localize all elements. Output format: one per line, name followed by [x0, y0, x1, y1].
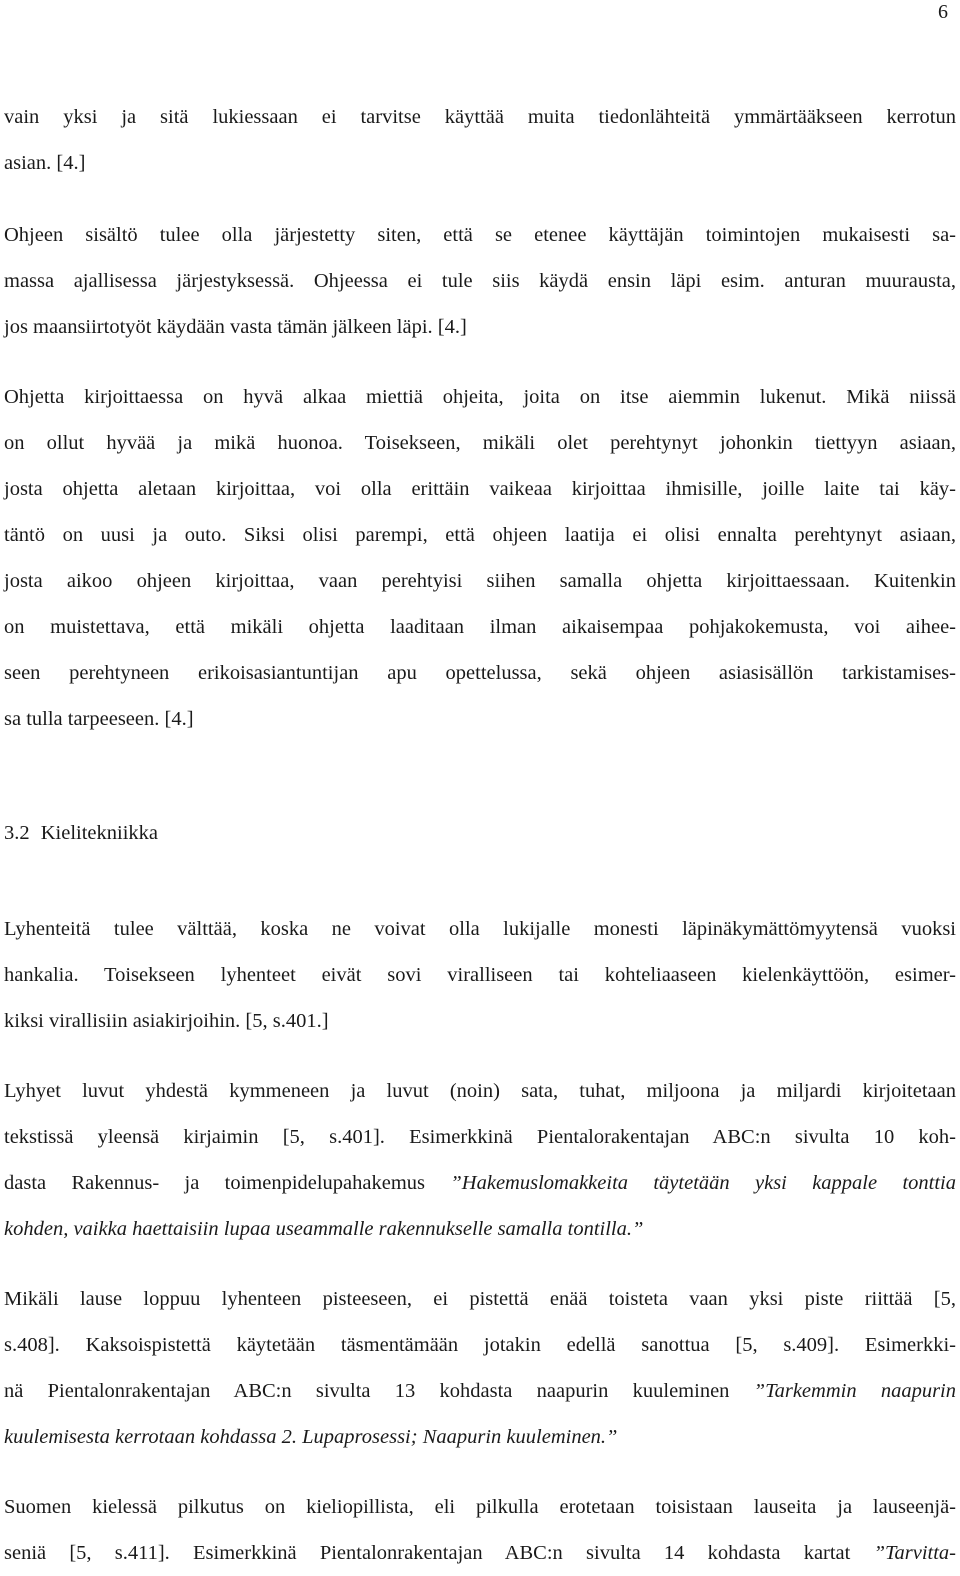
text-line: Lyhenteitä tulee välttää, koska ne voivat olla lukijalle monesti läpinäkymättömyytensä vuoksi — [4, 918, 956, 940]
page-number: 6 — [938, 1, 948, 23]
text-line: Ohjeen sisältö tulee olla järjestetty siten, että se etenee käyttäjän toimintojen mukaisesti sa- — [4, 224, 956, 246]
text-fragment: dasta Rakennus- ja toimenpidelupahakemus — [4, 1172, 451, 1194]
text-line: s.408]. Kaksoispistettä käytetään täsmentämään jotakin edellä sanottua [5, s.409]. Esimerkki- — [4, 1334, 956, 1356]
text-line — [4, 1368, 956, 1414]
text-fragment: nä Pientalonrakentajan ABC:n sivulta 13 kohdasta naapurin kuuleminen — [4, 1380, 754, 1402]
paragraph-2 — [4, 212, 956, 350]
paragraph-5 — [4, 1068, 956, 1252]
text-fragment: seniä [5, s.411]. Esimerkkinä Pientalonrakentajan ABC:n sivulta 14 kohdasta kartat — [4, 1542, 874, 1564]
section-title: Kielitekniikka — [40, 822, 159, 844]
quote-fragment: ”Hakemuslomakkeita täytetään yksi kappale tonttia — [450, 1172, 956, 1194]
text-line: hankalia. Toisekseen lyhenteet eivät sovi viralliseen tai kohteliaaseen kielenkäyttöön, esimer- — [4, 964, 956, 986]
paragraph-6 — [4, 1276, 956, 1460]
text-line: on muistettava, että mikäli ohjetta laaditaan ilman aikaisempaa pohjakokemusta, voi aihee- — [4, 616, 956, 638]
text-line: Mikäli lause loppuu lyhenteen pisteeseen, ei pistettä enää toisteta vaan yksi piste riittää [5, — [4, 1288, 956, 1310]
text-line: Suomen kielessä pilkutus on kieliopillista, eli pilkulla erotetaan toisistaan lauseita ja lauseenjä- — [4, 1496, 956, 1518]
quote-fragment: ”Tarkemmin naapurin — [753, 1380, 956, 1402]
quote-fragment: ”Tarvitta- — [873, 1542, 956, 1564]
text-line — [4, 1530, 956, 1576]
section-number: 3.2 — [4, 822, 30, 844]
section-heading — [4, 810, 158, 856]
quote-line: kohden, vaikka haettaisiin lupaa useammalle rakennukselle samalla tontilla.” — [4, 1218, 644, 1240]
text-line: Lyhyet luvut yhdestä kymmeneen ja luvut (noin) sata, tuhat, miljoona ja miljardi kirjoitetaan — [4, 1080, 956, 1102]
text-line: josta aikoo ohjeen kirjoittaa, vaan perehtyisi siihen samalla ohjetta kirjoittaessaan. Kuitenkin — [4, 570, 956, 592]
paragraph-4 — [4, 906, 956, 1044]
text-line: kiksi virallisiin asiakirjoihin. [5, s.401.] — [4, 1010, 329, 1032]
paragraph-1 — [4, 94, 956, 186]
text-line: vain yksi ja sitä lukiessaan ei tarvitse käyttää muita tiedonlähteitä ymmärtääkseen kerrotun — [4, 106, 956, 128]
text-line: täntö on uusi ja outo. Siksi olisi parempi, että ohjeen laatija ei olisi ennalta perehtynyt asiaan, — [4, 524, 956, 546]
paragraph-7 — [4, 1484, 956, 1576]
text-line: Ohjetta kirjoittaessa on hyvä alkaa miettiä ohjeita, joita on itse aiemmin lukenut. Mikä niissä — [4, 386, 956, 408]
text-line: on ollut hyvää ja mikä huonoa. Toisekseen, mikäli olet perehtynyt johonkin tiettyyn asiaan, — [4, 432, 956, 454]
text-line: asian. [4.] — [4, 152, 86, 174]
text-line — [4, 1160, 956, 1206]
quote-line: kuulemisesta kerrotaan kohdassa 2. Lupaprosessi; Naapurin kuuleminen.” — [4, 1426, 618, 1448]
text-line: josta ohjetta aletaan kirjoittaa, voi olla erittäin vaikeaa kirjoittaa ihmisille, joille laite tai käy- — [4, 478, 956, 500]
text-line: sa tulla tarpeeseen. [4.] — [4, 708, 194, 730]
text-line: massa ajallisessa järjestyksessä. Ohjeessa ei tule siis käydä ensin läpi esim. anturan muurausta, — [4, 270, 956, 292]
text-line: seen perehtyneen erikoisasiantuntijan apu opettelussa, sekä ohjeen asiasisällön tarkistamises- — [4, 662, 956, 684]
paragraph-3 — [4, 374, 956, 742]
text-line: tekstissä yleensä kirjaimin [5, s.401]. Esimerkkinä Pientalorakentajan ABC:n sivulta 10 koh- — [4, 1126, 956, 1148]
text-line: jos maansiirtotyöt käydään vasta tämän jälkeen läpi. [4.] — [4, 316, 467, 338]
